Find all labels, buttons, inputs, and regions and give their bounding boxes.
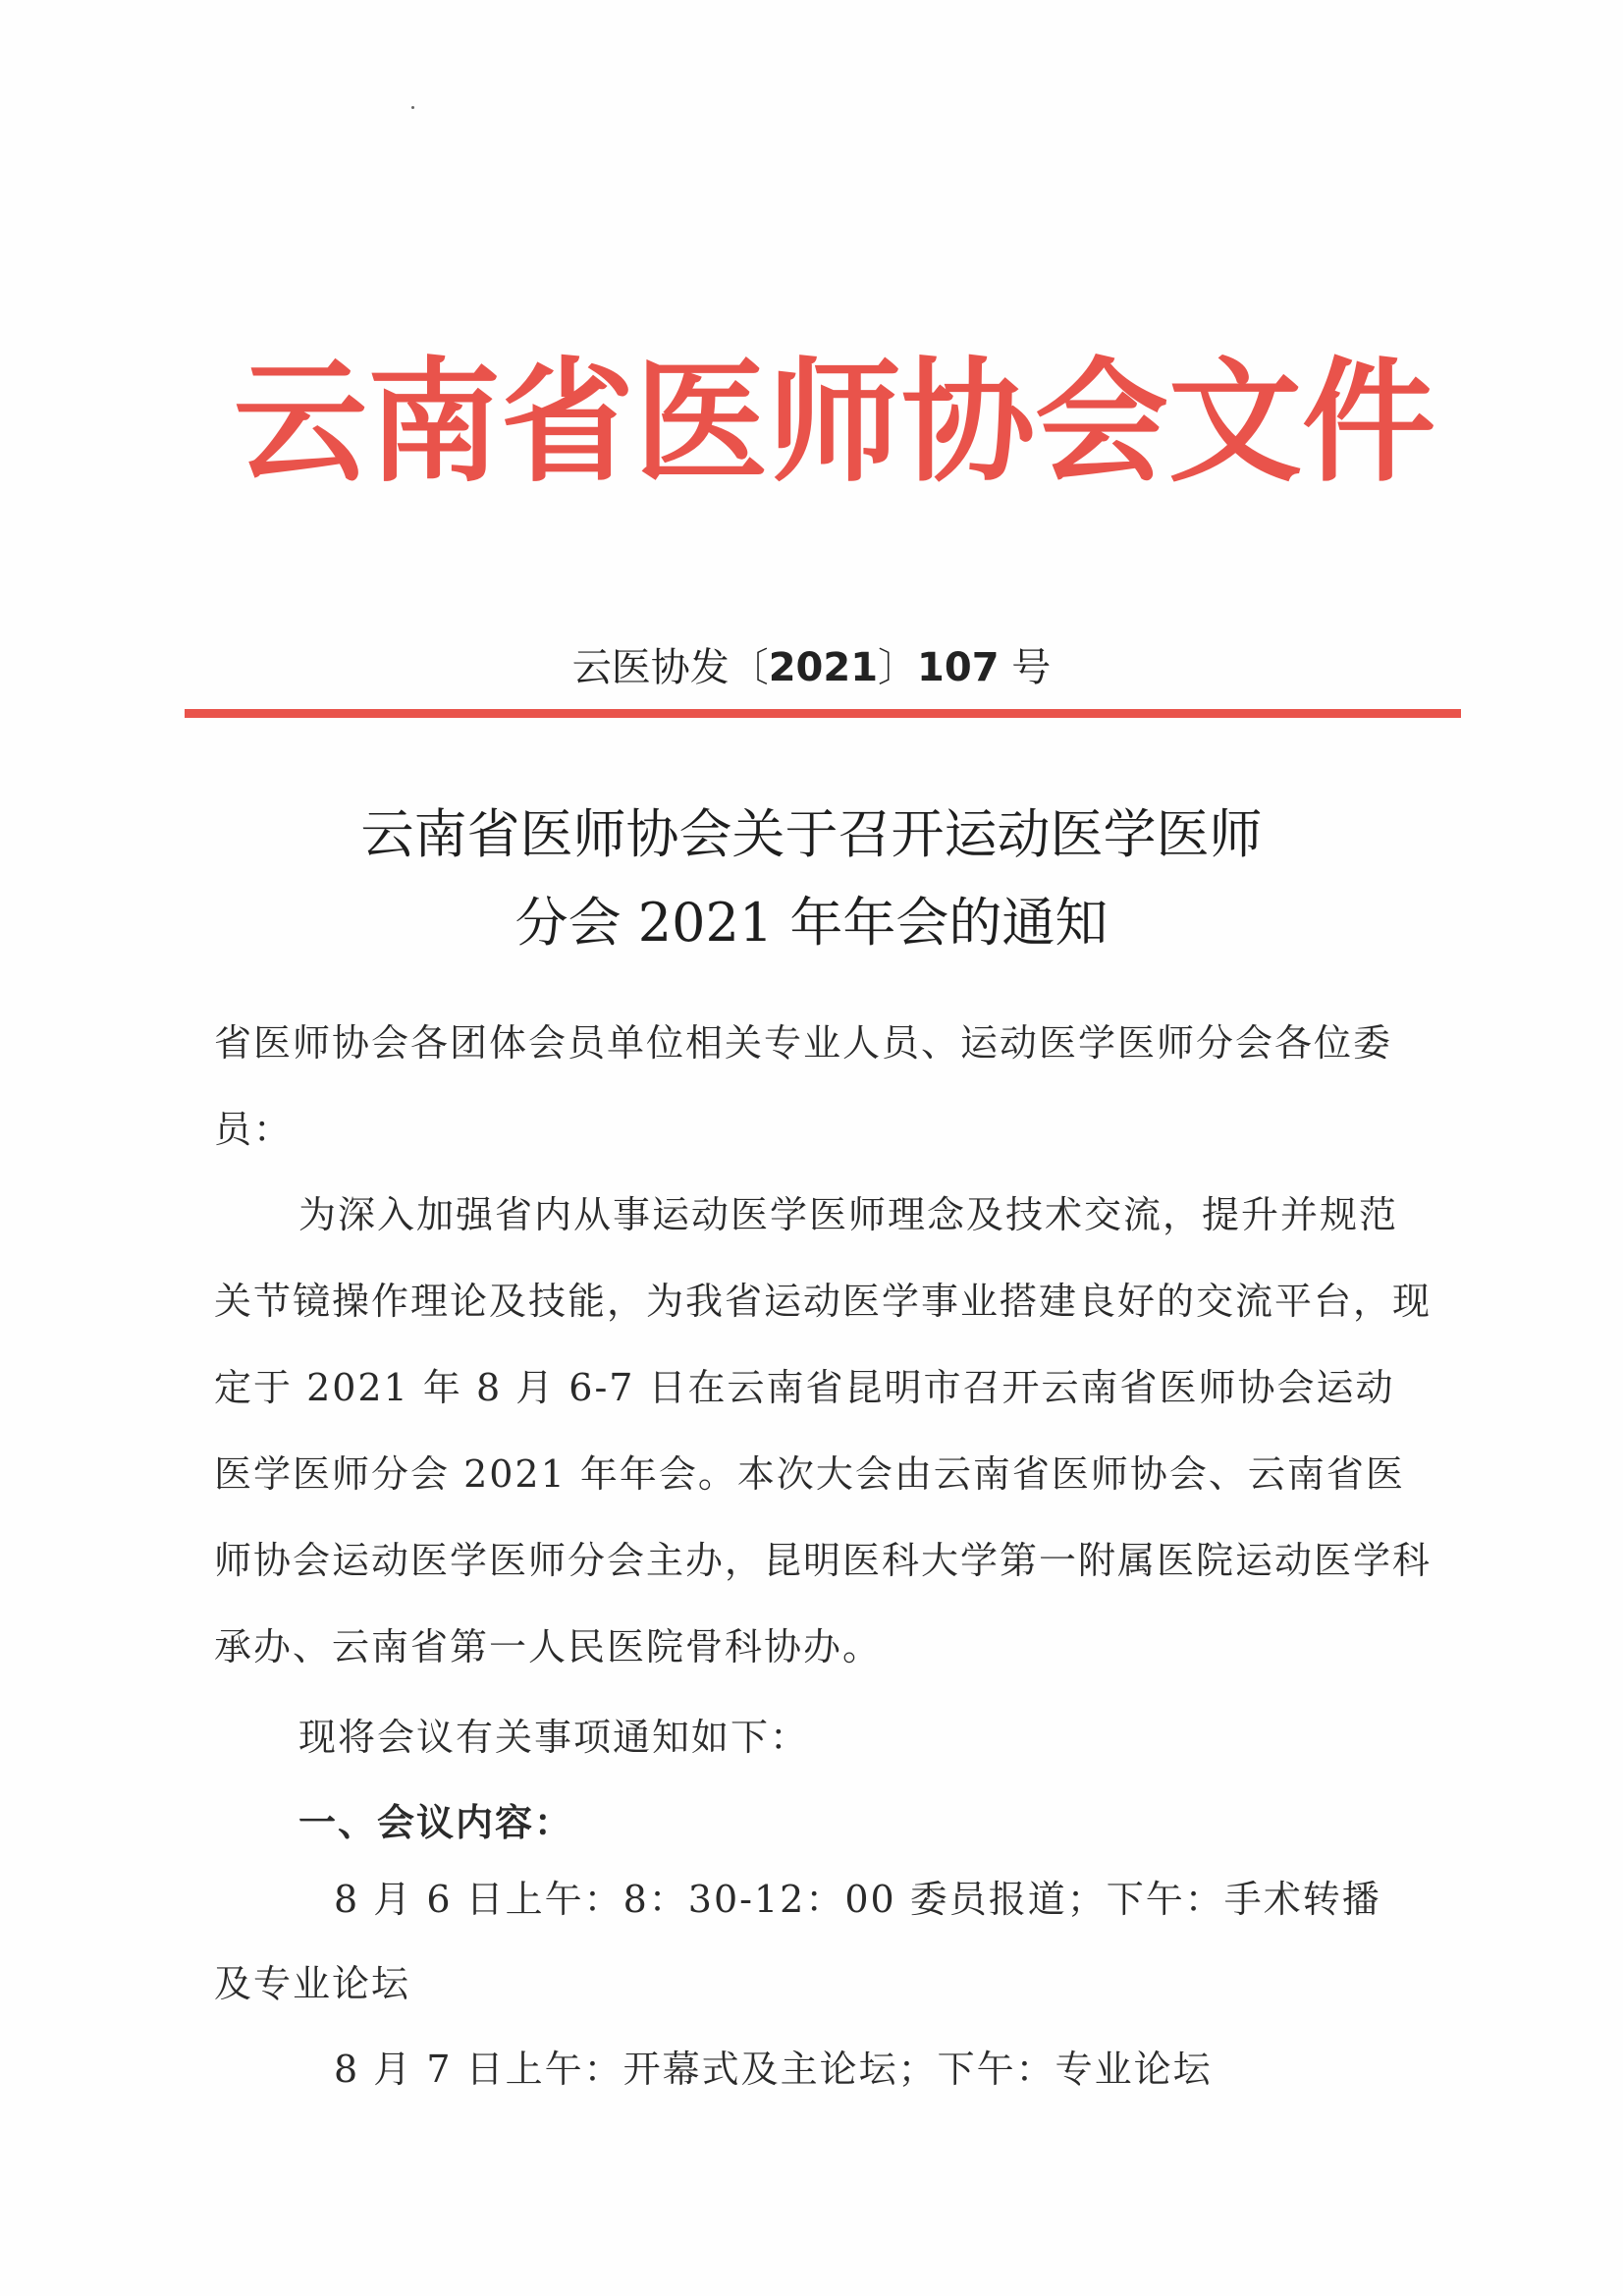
doc-number-suffix: 号 xyxy=(999,645,1052,690)
doc-number-num: 107 xyxy=(917,645,1000,690)
masthead-title: 云南省医师协会文件 xyxy=(234,344,1435,501)
red-divider-rule xyxy=(185,709,1461,718)
schedule-day-1-continued: 及专业论坛 xyxy=(214,1962,411,2005)
body-paragraph-1: 为深入加强省内从事运动医学医师理念及技术交流，提升并规范关节镜操作理论及技能，为我省运动医学事业搭建良好的交流平台，现定于 2021 年 8 月 6-7 日在云南省昆明市召开云南省医师协会运动医学医师分会 2021 年年会。本次大会由云南省医师协会、云南省医师协会运动医学医师分会主办，昆明医科大学第一附属医院运动医学科承办、云南省第一人民医院骨科协办。 xyxy=(214,1193,1433,1668)
document-number xyxy=(0,638,1623,697)
salutation: 省医师协会各团体会员单位相关专业人员、运动医学医师分会各位委员： xyxy=(214,1021,1393,1151)
notice-title-line-1: 云南省医师协会关于召开运动医学医师 xyxy=(360,803,1263,865)
notice-title xyxy=(0,791,1623,967)
doc-number-prefix: 云医协发〔 xyxy=(571,645,769,690)
doc-number-year: 2021 xyxy=(768,645,879,690)
section-heading-meeting-content: 一、会议内容： xyxy=(298,1800,574,1844)
doc-number-mid: 〕 xyxy=(878,645,918,690)
schedule-day-2: 8 月 7 日上午：开幕式及主论坛；下午：专业论坛 xyxy=(334,2048,1213,2091)
schedule-day-1: 8 月 6 日上午：8：30-12：00 委员报道；下午：手术转播 xyxy=(334,1878,1381,1921)
notice-intro-line: 现将会议有关事项通知如下： xyxy=(298,1716,810,1759)
scan-speck xyxy=(411,106,414,109)
notice-title-line-2: 分会 2021 年年会的通知 xyxy=(514,892,1109,954)
